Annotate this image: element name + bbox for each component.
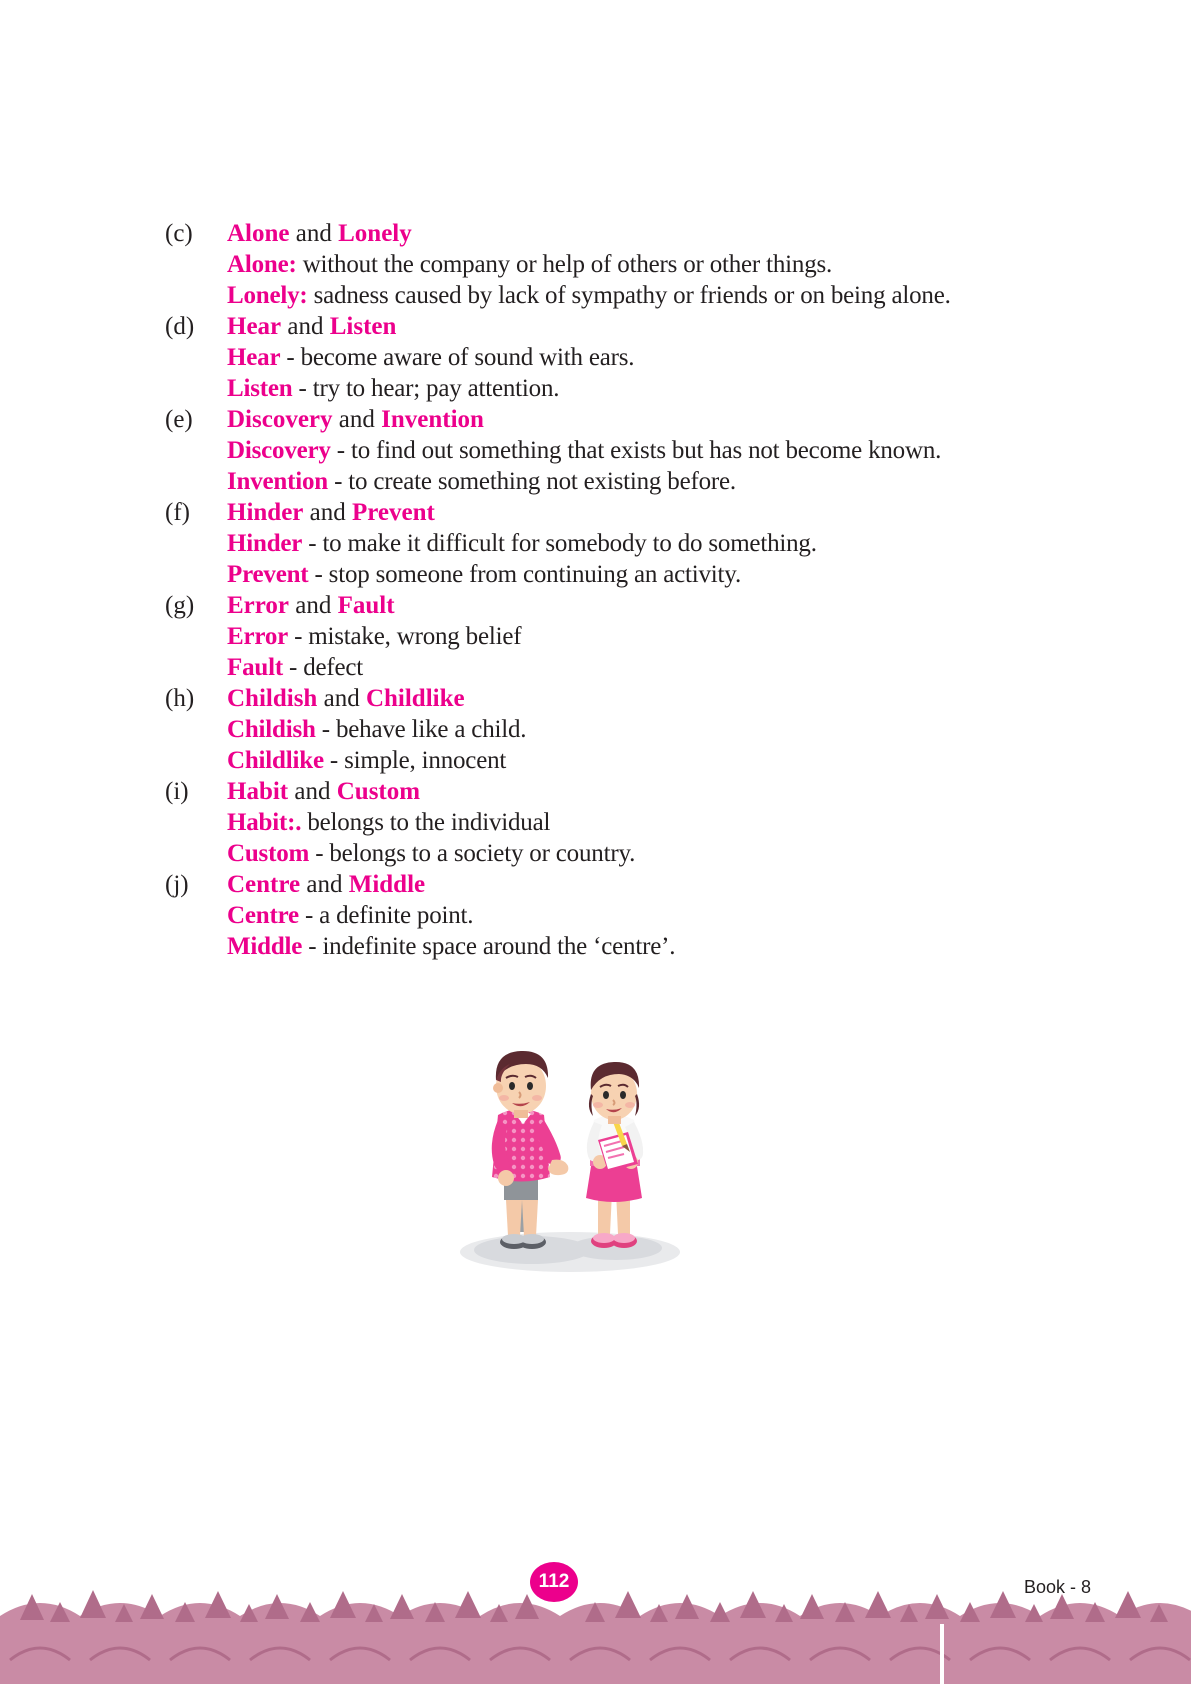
item-headline xyxy=(227,404,1025,435)
headword-1: Centre xyxy=(227,871,301,898)
definition-line xyxy=(227,249,1025,280)
definition-separator: - xyxy=(315,716,336,743)
definition-term: Discovery xyxy=(227,437,331,464)
definition-term: Lonely: xyxy=(227,282,308,309)
headword-conjunction: and xyxy=(289,592,338,619)
headword-conjunction: and xyxy=(281,313,330,340)
item-headline xyxy=(227,776,1025,807)
definition-separator: - xyxy=(282,654,304,681)
item-marker: (h) xyxy=(165,685,195,712)
definition-term: Invention xyxy=(227,468,329,495)
definition-text: simple, innocent xyxy=(344,747,507,774)
page-number: 112 xyxy=(530,1562,578,1602)
definition-text: a definite point. xyxy=(319,902,474,929)
headword-1: Childish xyxy=(227,685,318,712)
item-marker: (c) xyxy=(165,220,193,247)
headword-2: Lonely xyxy=(338,220,412,247)
headword-conjunction: and xyxy=(332,406,382,433)
definition-text: to create something not existing before. xyxy=(348,468,736,495)
item-marker: (j) xyxy=(165,871,189,898)
definition-text: defect xyxy=(303,654,364,681)
item-headline xyxy=(227,869,1025,900)
definition-term: Prevent xyxy=(227,561,309,588)
headword-1: Error xyxy=(227,592,290,619)
item-body xyxy=(227,311,1025,404)
item-headline xyxy=(227,683,1025,714)
definition-term: Alone: xyxy=(227,251,297,278)
definition-text: to find out something that exists but has not become known. xyxy=(350,437,942,464)
definition-text: sadness caused by lack of sympathy or friends or on being alone. xyxy=(313,282,951,309)
definition-text: try to hear; pay attention. xyxy=(312,375,560,402)
item-body xyxy=(227,497,1025,590)
definition-text: stop someone from continuing an activity. xyxy=(328,561,741,588)
definition-separator: - xyxy=(330,437,351,464)
definition-line xyxy=(227,745,1025,776)
item-marker: (g) xyxy=(165,592,195,619)
headword-1: Alone xyxy=(227,220,290,247)
definition-separator: - xyxy=(302,530,323,557)
definition-separator: - xyxy=(288,623,309,650)
list-item xyxy=(165,218,1025,311)
definition-text: mistake, wrong belief xyxy=(308,623,522,650)
item-body xyxy=(227,218,1025,311)
item-marker: (f) xyxy=(165,499,190,526)
headword-1: Hear xyxy=(227,313,282,340)
headword-2: Custom xyxy=(336,778,421,805)
book-label: Book - 8 xyxy=(1023,1577,1091,1597)
item-marker: (i) xyxy=(165,778,189,805)
definition-text: to make it difficult for somebody to do something. xyxy=(322,530,817,557)
headword-conjunction: and xyxy=(317,685,366,712)
definition-text: belongs to a society or country. xyxy=(329,840,636,867)
item-marker: (e) xyxy=(165,406,193,433)
definition-line xyxy=(227,373,1025,404)
definition-separator: - xyxy=(298,902,320,929)
definition-term: Habit:. xyxy=(227,809,302,836)
definition-term: Hinder xyxy=(227,530,303,557)
item-headline xyxy=(227,497,1025,528)
definition-line xyxy=(227,621,1025,652)
definition-separator: - xyxy=(302,933,323,960)
definition-line xyxy=(227,838,1025,869)
item-body xyxy=(227,683,1025,776)
headword-conjunction: and xyxy=(300,871,349,898)
definition-separator: - xyxy=(323,747,345,774)
headword-1: Discovery xyxy=(227,406,333,433)
list-item xyxy=(165,869,1025,962)
headword-2: Childlike xyxy=(365,685,465,712)
definition-line xyxy=(227,342,1025,373)
definition-text: become aware of sound with ears. xyxy=(300,344,635,371)
definition-term: Middle xyxy=(227,933,303,960)
item-body xyxy=(227,776,1025,869)
item-body xyxy=(227,869,1025,962)
headword-2: Middle xyxy=(348,871,426,898)
definition-term: Error xyxy=(227,623,289,650)
definition-term: Custom xyxy=(227,840,310,867)
headword-2: Invention xyxy=(381,406,484,433)
definition-separator: - xyxy=(308,561,329,588)
list-item xyxy=(165,311,1025,404)
item-headline xyxy=(227,311,1025,342)
definition-text: without the company or help of others or other things. xyxy=(302,251,833,278)
list-item xyxy=(165,683,1025,776)
definition-text: belongs to the individual xyxy=(307,809,551,836)
headword-2: Prevent xyxy=(352,499,435,526)
definition-term: Fault xyxy=(227,654,283,681)
two-children-talking-illustration xyxy=(420,1010,720,1290)
definition-term: Centre xyxy=(227,902,299,929)
definition-term: Childlike xyxy=(227,747,324,774)
definition-term: Childish xyxy=(227,716,316,743)
headword-conjunction: and xyxy=(303,499,353,526)
list-item xyxy=(165,776,1025,869)
definition-line xyxy=(227,931,1025,962)
list-item xyxy=(165,404,1025,497)
definition-line xyxy=(227,559,1025,590)
definition-line xyxy=(227,807,1025,838)
definition-text: behave like a child. xyxy=(335,716,527,743)
definition-line xyxy=(227,466,1025,497)
list-item xyxy=(165,497,1025,590)
definition-line xyxy=(227,714,1025,745)
definition-separator: - xyxy=(280,344,301,371)
definition-separator: - xyxy=(292,375,313,402)
headword-1: Hinder xyxy=(227,499,304,526)
item-body xyxy=(227,404,1025,497)
definition-line xyxy=(227,528,1025,559)
item-body xyxy=(227,590,1025,683)
definition-text: indefinite space around the ‘centre’. xyxy=(322,933,676,960)
definition-term: Listen xyxy=(227,375,293,402)
item-marker: (d) xyxy=(165,313,195,340)
item-headline xyxy=(227,218,1025,249)
definition-line xyxy=(227,900,1025,931)
definition-term: Hear xyxy=(227,344,281,371)
definition-line xyxy=(227,652,1025,683)
definition-separator: - xyxy=(328,468,349,495)
vocabulary-list xyxy=(165,218,1025,962)
headword-2: Fault xyxy=(337,592,395,619)
headword-conjunction: and xyxy=(289,220,339,247)
headword-2: Listen xyxy=(329,313,397,340)
definition-line xyxy=(227,280,1025,311)
item-headline xyxy=(227,590,1025,621)
definition-line xyxy=(227,435,1025,466)
definition-separator: - xyxy=(309,840,330,867)
list-item xyxy=(165,590,1025,683)
headword-1: Habit xyxy=(227,778,289,805)
footer-decorative-band xyxy=(0,1564,1191,1684)
headword-conjunction: and xyxy=(288,778,337,805)
